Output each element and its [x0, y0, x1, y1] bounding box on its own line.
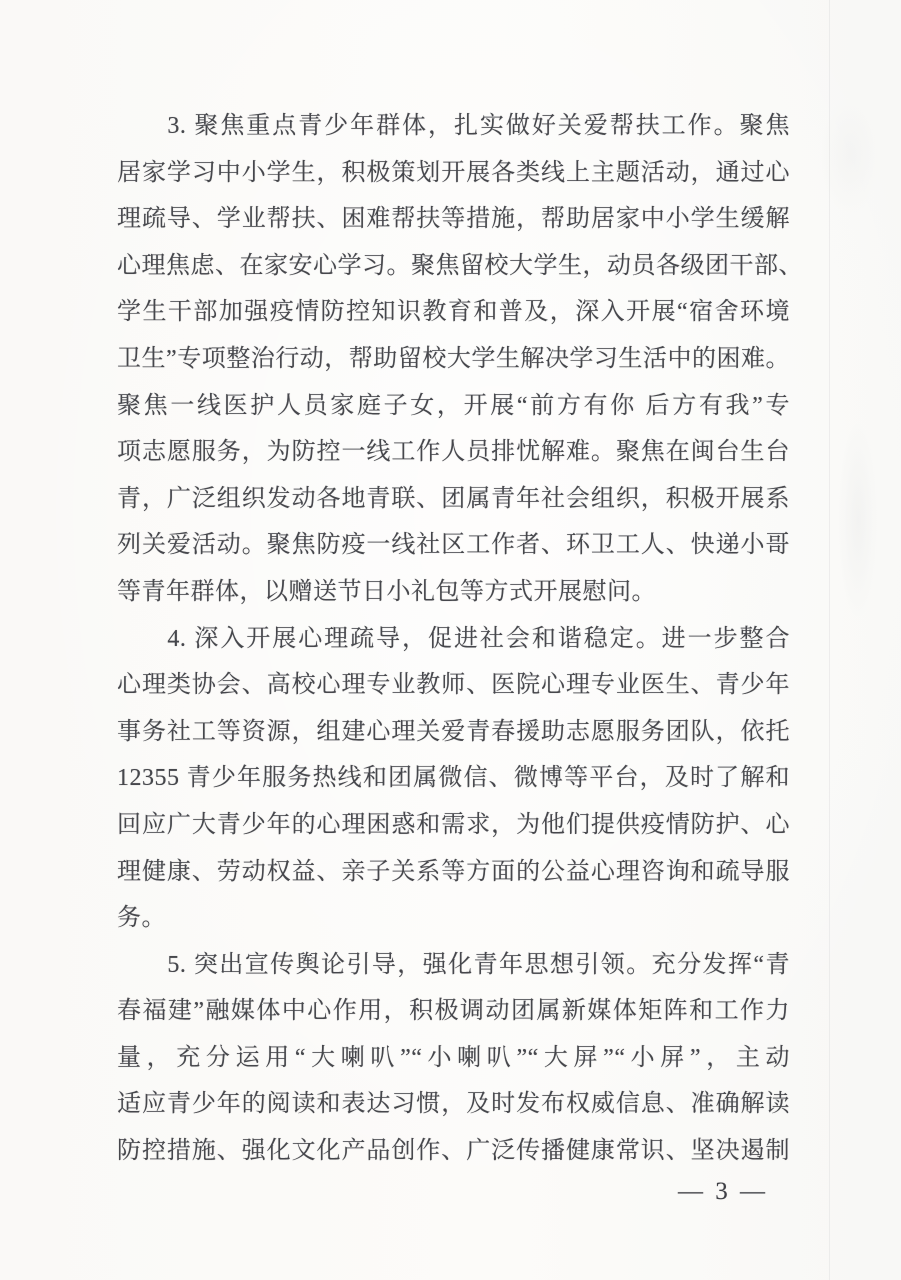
text-line: 心理焦虑、在家安心学习。聚焦留校大学生，动员各级团干部、	[117, 252, 803, 279]
scan-artifact-smudge	[820, 95, 880, 215]
text-line: 列关爱活动。聚焦防疫一线社区工作者、环卫工人、快递小哥	[117, 532, 790, 559]
scan-artifact-smudge	[838, 420, 878, 620]
text-line: 心理类协会、高校心理专业教师、医院心理专业医生、青少年	[117, 672, 790, 699]
page-number: — 3 —	[678, 1178, 768, 1205]
text-line: 12355 青少年服务热线和团属微信、微博等平台，及时了解和	[117, 765, 790, 792]
text-line: 卫生”专项整治行动，帮助留校大学生解决学习生活中的困难。	[117, 345, 790, 372]
text-line: 青，广泛组织发动各地青联、团属青年社会组织，积极开展系	[117, 485, 790, 512]
text-line: 春福建”融媒体中心作用，积极调动团属新媒体矩阵和工作力	[117, 998, 790, 1025]
text-line: 居家学习中小学生，积极策划开展各类线上主题活动，通过心	[117, 159, 790, 186]
text-line: 4. 深入开展心理疏导，促进社会和谐稳定。进一步整合	[167, 625, 790, 652]
text-line: 理健康、劳动权益、亲子关系等方面的公益心理咨询和疏导服	[117, 858, 790, 885]
paragraph-4	[117, 616, 790, 942]
text-line: 量，充分运用“大喇叭”“小喇叭”“大屏”“小屏”，主动	[117, 1044, 790, 1071]
document-text-block	[117, 103, 803, 1175]
text-line: 理疏导、学业帮扶、困难帮扶等措施，帮助居家中小学生缓解	[117, 206, 790, 233]
text-line: 等青年群体，以赠送节日小礼包等方式开展慰问。	[117, 578, 656, 605]
text-line: 项志愿服务，为防控一线工作人员排忧解难。聚焦在闽台生台	[117, 439, 790, 466]
text-line: 防控措施、强化文化产品创作、广泛传播健康常识、坚决遏制	[117, 1138, 790, 1165]
text-line: 3. 聚焦重点青少年群体，扎实做好关爱帮扶工作。聚焦	[167, 113, 790, 139]
text-line: 聚焦一线医护人员家庭子女，开展“前方有你 后方有我”专	[117, 392, 790, 419]
paragraph-3	[117, 103, 803, 616]
text-line: 5. 突出宣传舆论引导，强化青年思想引领。充分发挥“青	[167, 951, 790, 978]
text-line: 适应青少年的阅读和表达习惯，及时发布权威信息、准确解读	[117, 1091, 790, 1118]
text-line: 务。	[117, 905, 166, 932]
text-line: 事务社工等资源，组建心理关爱青春援助志愿服务团队，依托	[117, 718, 790, 745]
paragraph-5	[117, 942, 790, 1175]
text-line: 学生干部加强疫情防控知识教育和普及，深入开展“宿舍环境	[117, 299, 790, 326]
text-line: 回应广大青少年的心理困惑和需求，为他们提供疫情防护、心	[117, 811, 790, 838]
